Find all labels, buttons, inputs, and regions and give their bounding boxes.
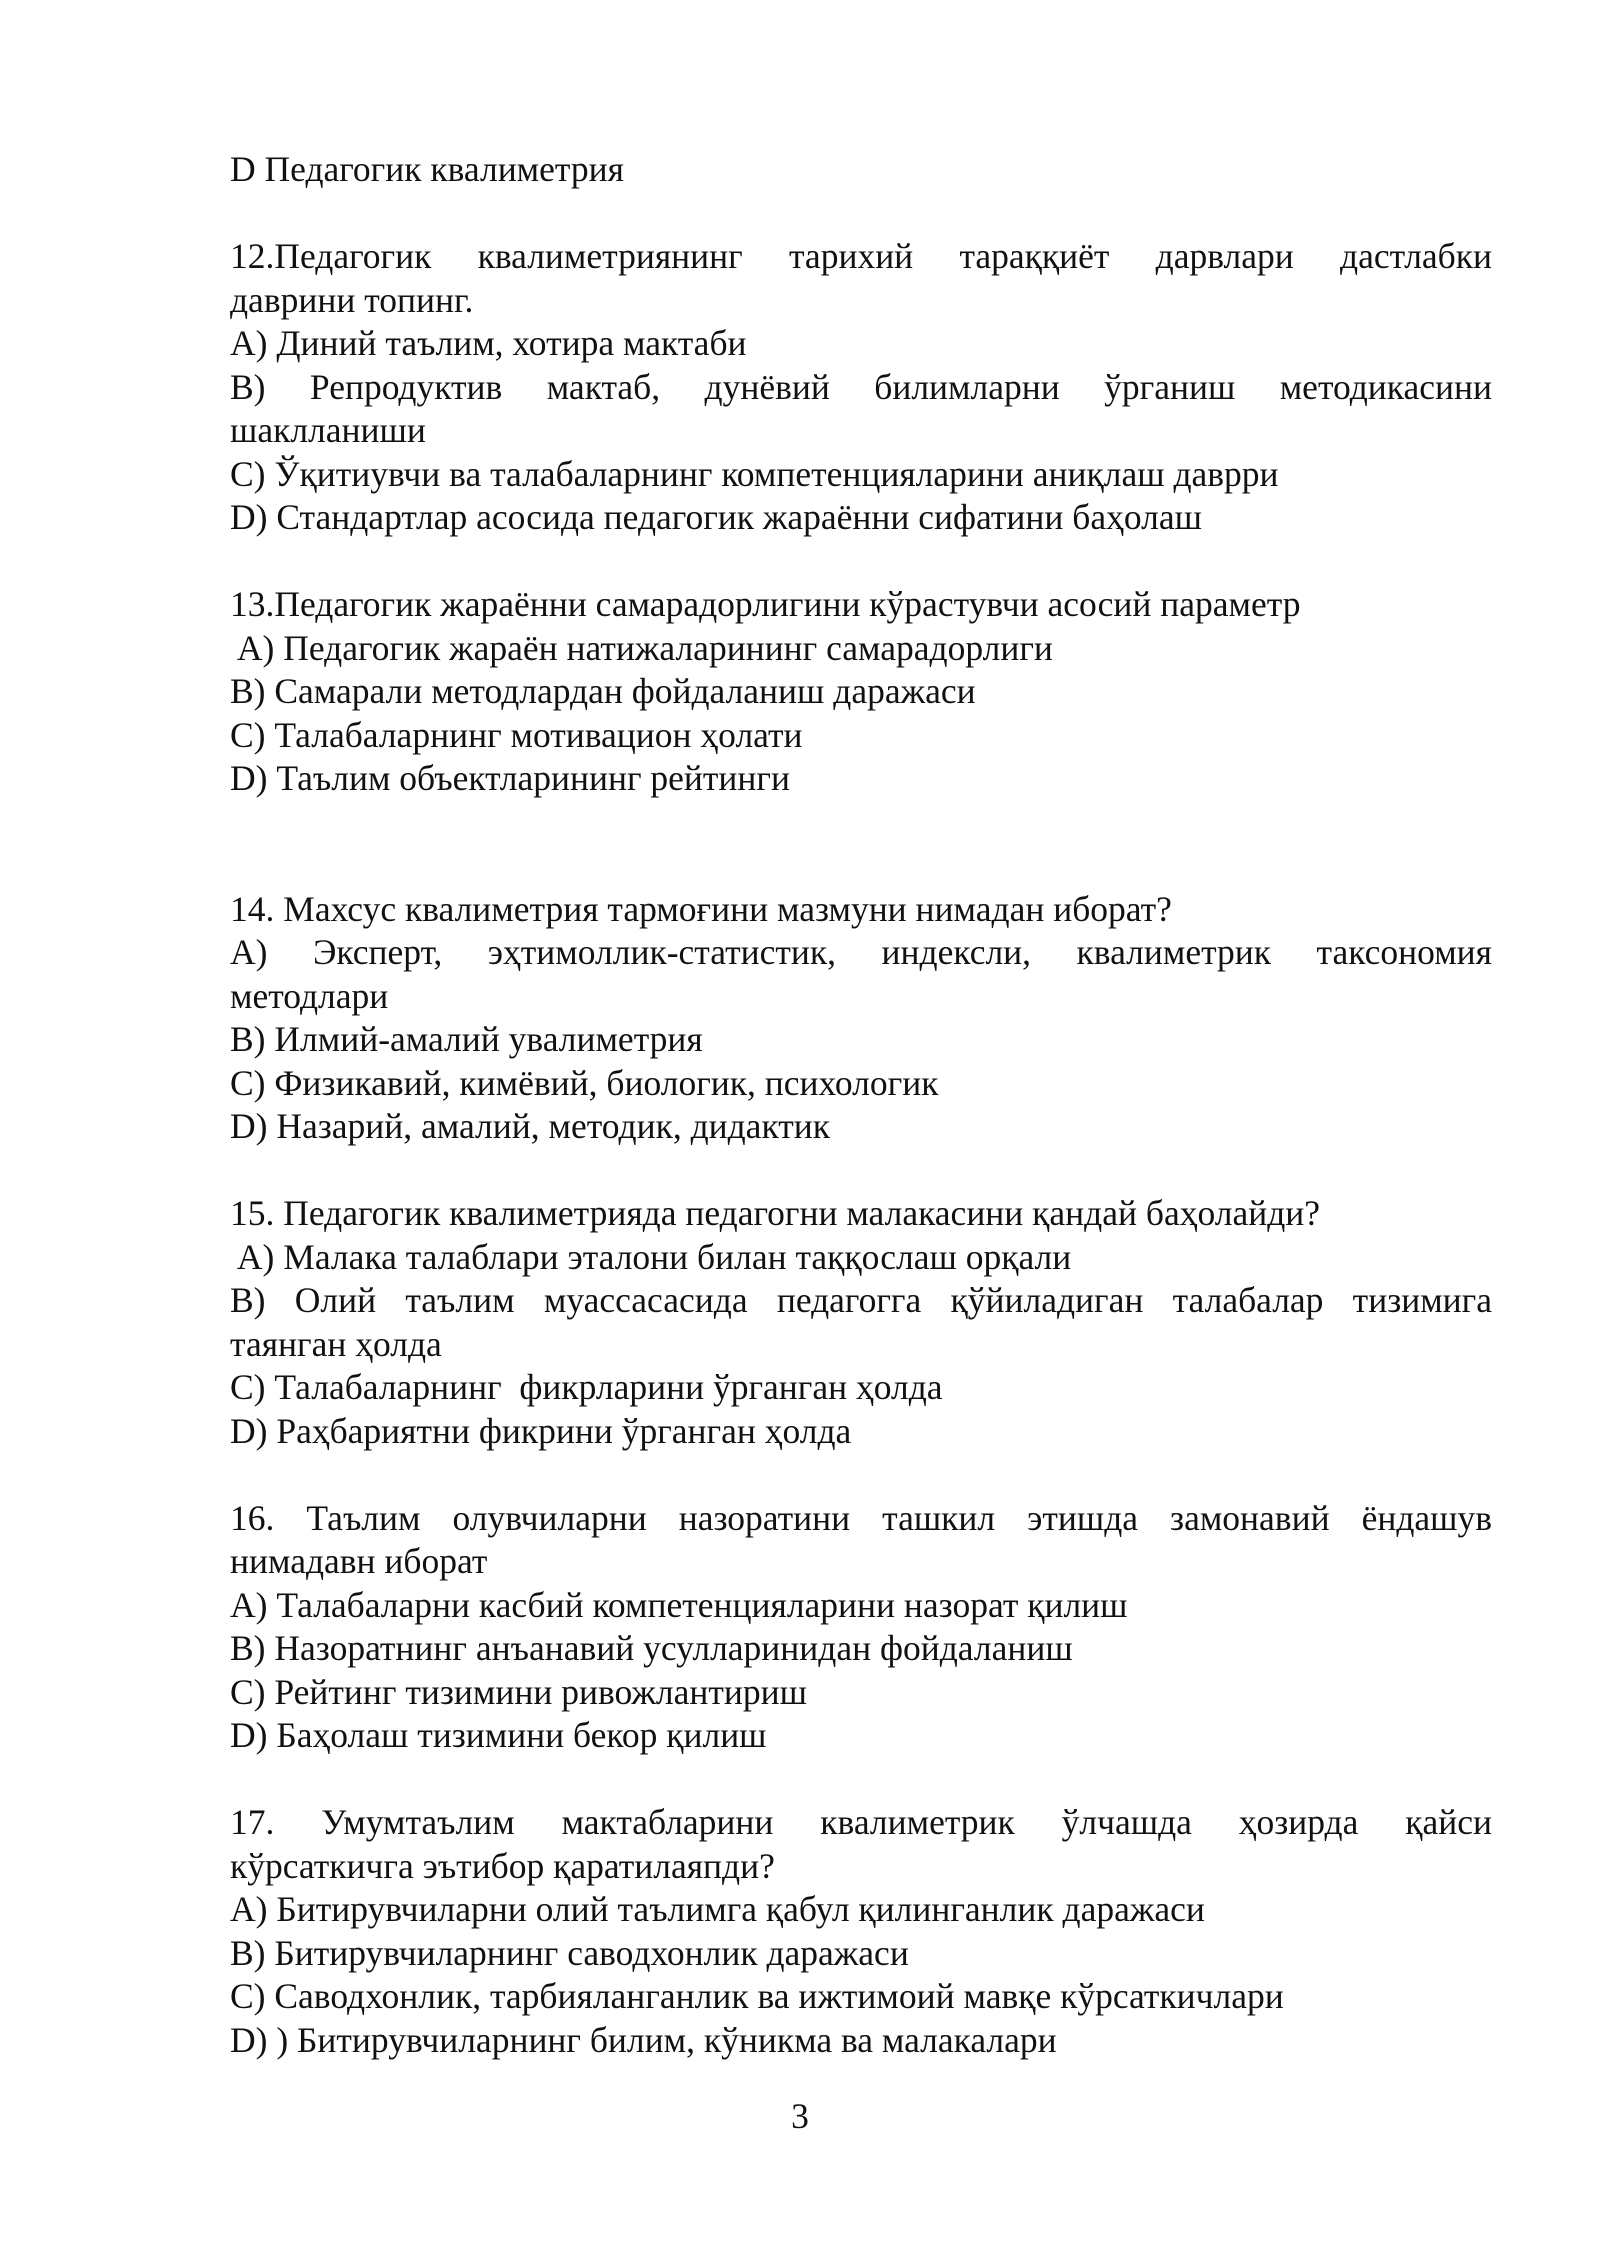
spacer xyxy=(230,1453,1492,1497)
answer-option-a: A) Эксперт, эҳтимоллик-статистик, индексли, квалиметрик таксономия xyxy=(230,932,1492,972)
answer-option-a: A) Диний таълим, хотира мактаби xyxy=(230,323,747,363)
answer-option-c: C) Ўқитиувчи ва талабаларнинг компетенцияларини аниқлаш даврри xyxy=(230,453,1279,494)
answer-option-c: C) Саводхонлик, тарбияланганлик ва ижтимоий мавқе кўрсаткичлари xyxy=(230,1976,1284,2016)
question-block-17 xyxy=(230,1801,1492,2062)
answer-option-b: таянган ҳолда xyxy=(230,1323,442,1364)
answer-option-d: D) Таълим объектларининг рейтинги xyxy=(230,758,790,798)
spacer xyxy=(230,801,1492,888)
answer-option-c: C) Талабаларнинг фикрларини ўрганган ҳолда xyxy=(230,1367,943,1407)
answer-option-a: методлари xyxy=(230,975,389,1016)
answer-option-c: C) Физикавий, кимёвий, биологик, психологик xyxy=(230,1062,939,1103)
question-text: даврини топинг. xyxy=(230,279,474,320)
question-block-16 xyxy=(230,1497,1492,1758)
answer-option-b: B) Илмий-амалий увалиметрия xyxy=(230,1019,703,1059)
answer-option-b: B) Битирувчиларнинг саводхонлик даражаси xyxy=(230,1932,909,1973)
question-text: 12.Педагогик квалиметриянинг тарихий тараққиёт дарвлари дастлабки xyxy=(230,236,1492,276)
question-block-12 xyxy=(230,235,1492,540)
answer-option-c: C) Рейтинг тизимини ривожлантириш xyxy=(230,1671,807,1712)
spacer xyxy=(230,1758,1492,1802)
answer-option-b: шаклланиши xyxy=(230,410,426,450)
question-text: кўрсаткичга эътибор қаратилаяпди? xyxy=(230,1845,775,1886)
spacer xyxy=(230,540,1492,584)
question-text: 16. Таълим олувчиларни назоратини ташкил этишда замонавий ёндашув xyxy=(230,1497,1492,1538)
page-body xyxy=(230,148,1492,2062)
question-text: 13.Педагогик жараённи самарадорлигини кўрастувчи асосий параметр xyxy=(230,584,1301,624)
answer-option-b: B) Репродуктив мактаб, дунёвий билимларни ўрганиш методикасини xyxy=(230,366,1492,407)
question-block-15 xyxy=(230,1192,1492,1453)
question-text: 17. Умумтаълим мактабларини квалиметрик ўлчашда ҳозирда қайси xyxy=(230,1802,1492,1842)
question-text: нимадавн иборат xyxy=(230,1541,488,1581)
answer-option-d: D) Назарий, амалий, методик, дидактик xyxy=(230,1106,830,1146)
question-block-14 xyxy=(230,888,1492,1149)
answer-option-a: A) Малака талаблари эталони билан таққослаш орқали xyxy=(230,1236,1072,1277)
answer-option-b: B) Назоратнинг анъанавий усулларинидан фойдаланиш xyxy=(230,1628,1073,1668)
answer-option-b: B) Олий таълим муассасасида педагогга қўйиладиган талабалар тизимига xyxy=(230,1280,1492,1320)
question-text: 14. Махсус квалиметрия тармоғини мазмуни нимадан иборат? xyxy=(230,888,1172,929)
answer-option-a: A) Битирувчиларни олий таълимга қабул қилинганлик даражаси xyxy=(230,1889,1205,1929)
answer-option-d: D) Баҳолаш тизимини бекор қилиш xyxy=(230,1715,767,1755)
answer-option-c: C) Талабаларнинг мотивацион ҳолати xyxy=(230,714,803,755)
spacer xyxy=(230,1149,1492,1193)
page-number: 3 xyxy=(791,2096,809,2136)
answer-option: D Педагогик квалиметрия xyxy=(230,149,624,189)
answer-option-a: A) Педагогик жараён натижаларининг самарадорлиги xyxy=(230,627,1053,668)
answer-option-b: B) Самарали методлардан фойдаланиш даражаси xyxy=(230,671,976,711)
answer-option-d: D) Стандартлар асосида педагогик жараённи сифатини баҳолаш xyxy=(230,497,1202,537)
question-block-13 xyxy=(230,583,1492,801)
answer-option-d: D) Раҳбариятни фикрини ўрганган ҳолда xyxy=(230,1410,852,1451)
answer-option-d: D) ) Битирувчиларнинг билим, кўникма ва малакалари xyxy=(230,2019,1057,2060)
question-text: 15. Педагогик квалиметрияда педагогни малакасини қандай баҳолайди? xyxy=(230,1193,1321,1233)
answer-option-a: A) Талабаларни касбий компетенцияларини назорат қилиш xyxy=(230,1584,1128,1625)
spacer xyxy=(230,192,1492,236)
